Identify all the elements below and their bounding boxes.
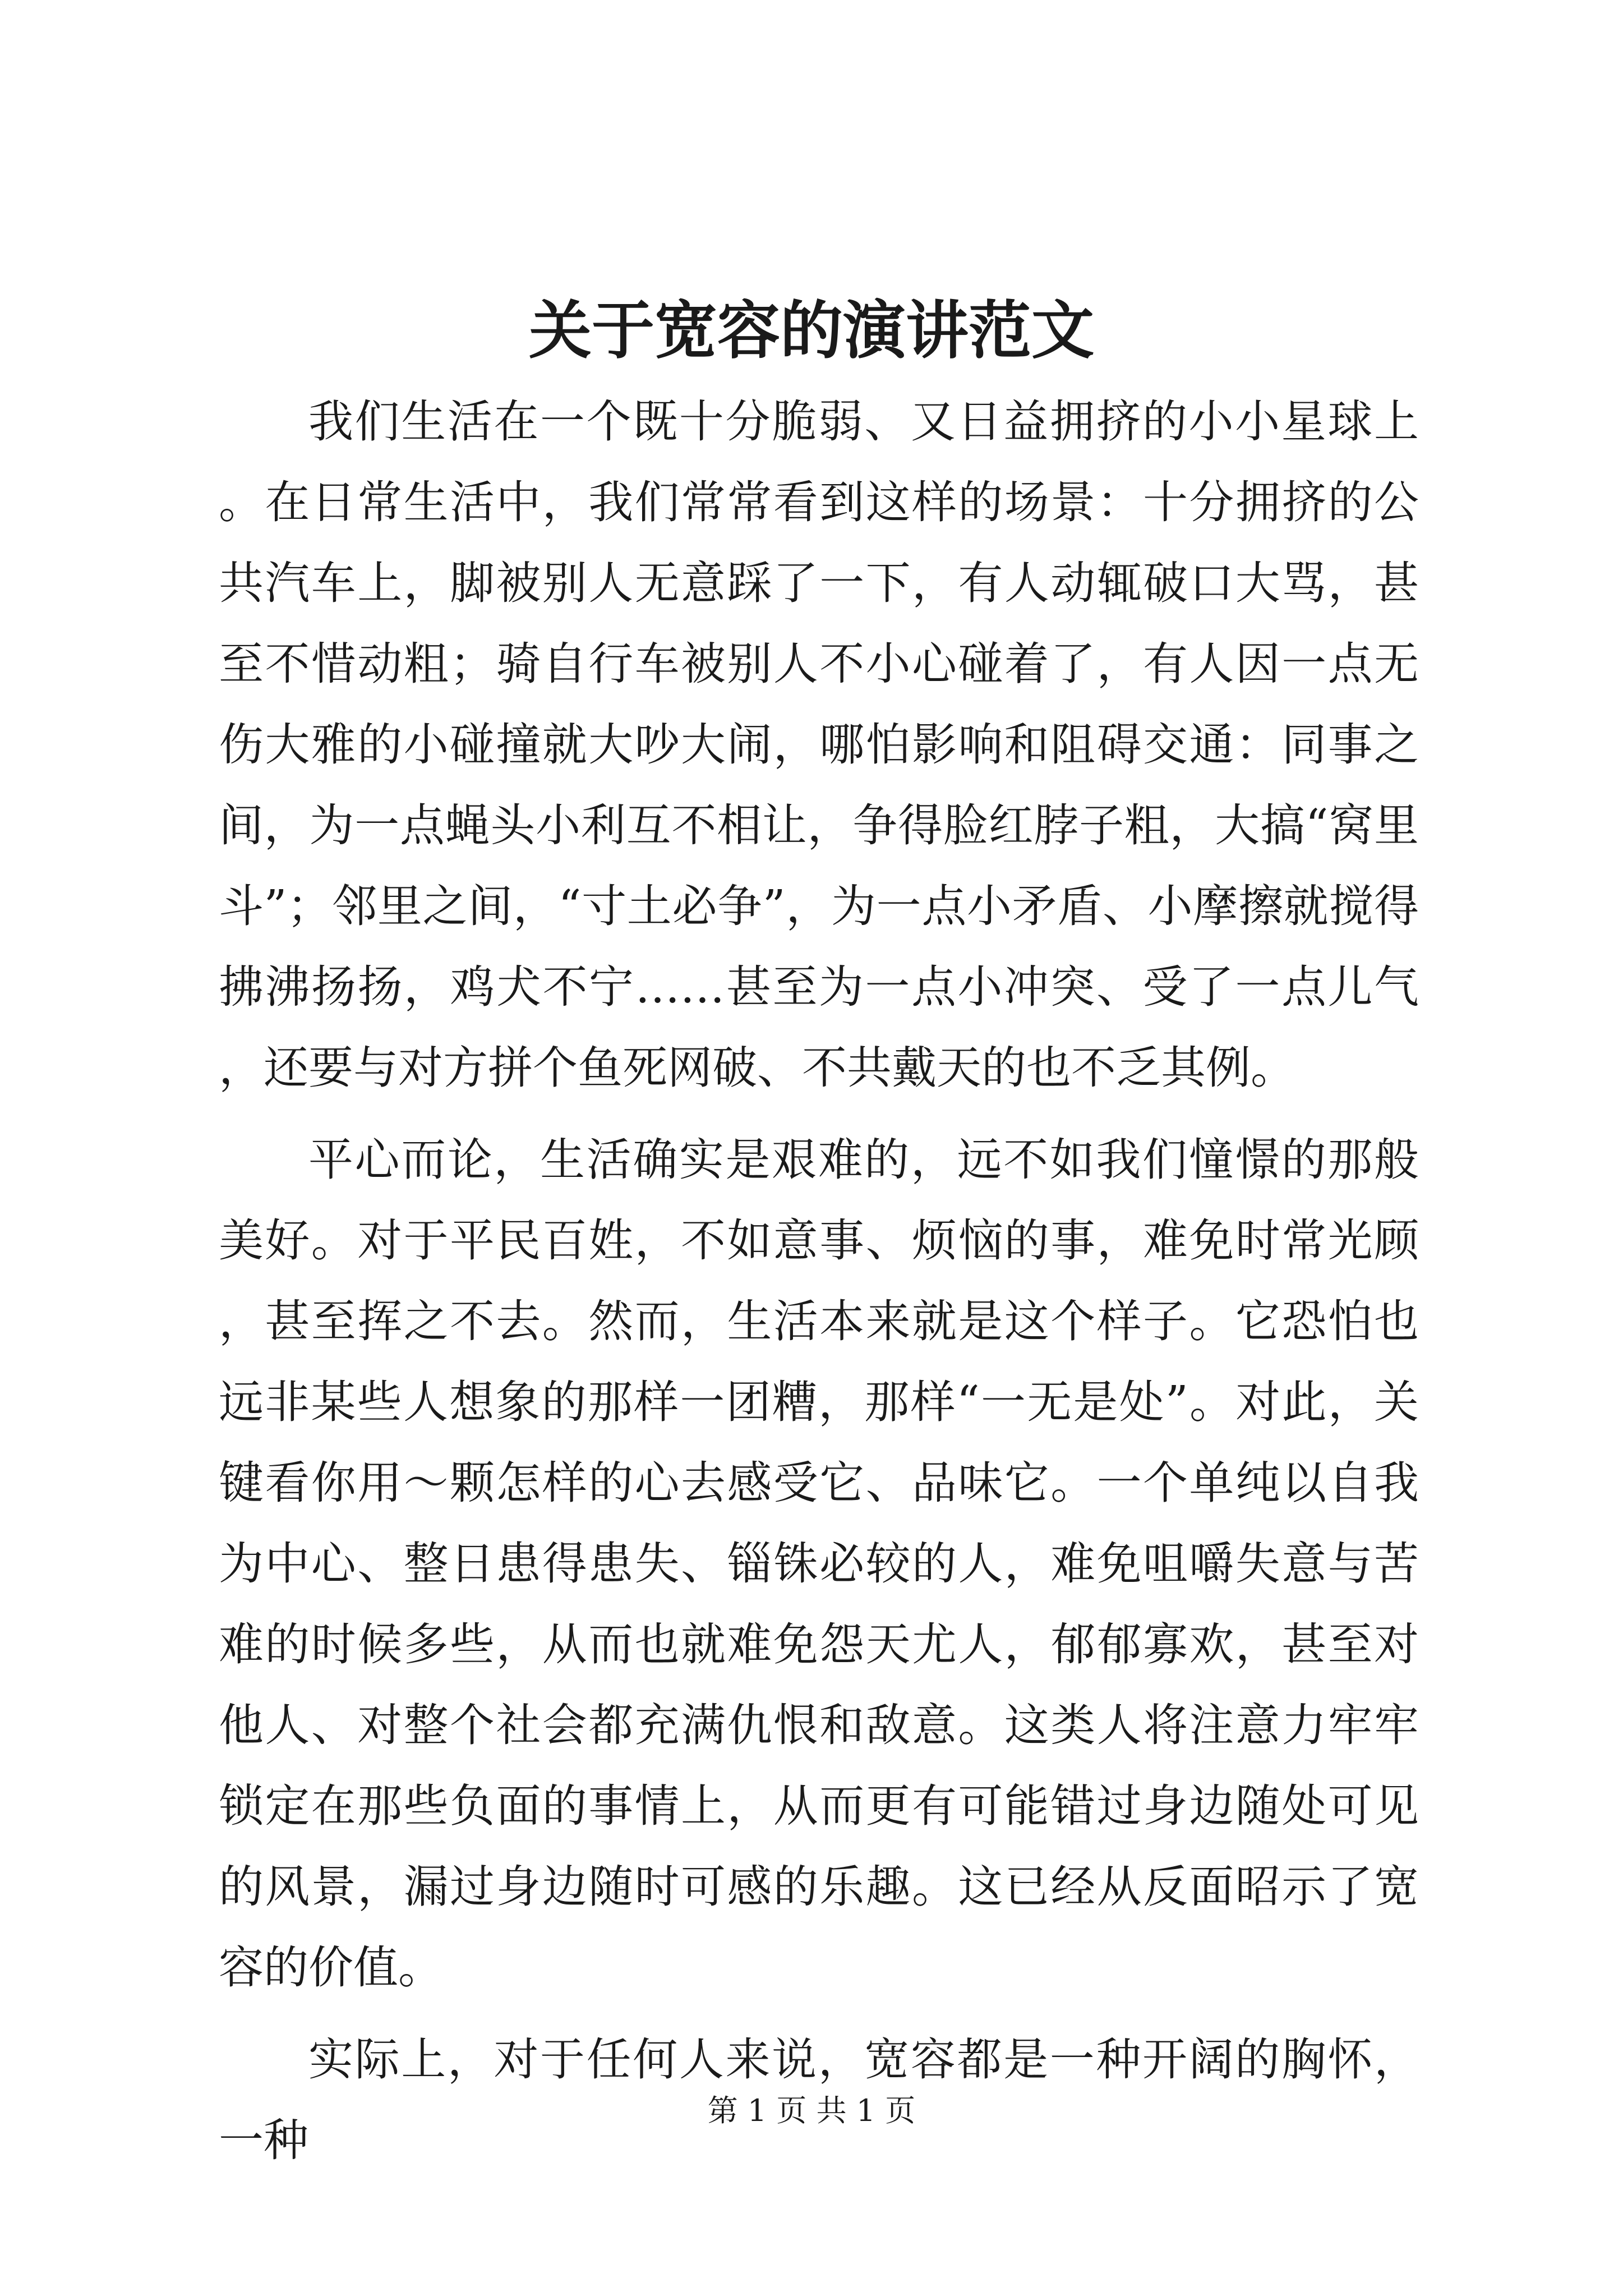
paragraph-1: 我们生活在一个既十分脆弱、又日益拥挤的小小星球上。在日常生活中，我们常常看到这样的场景：十分拥挤的公共汽车上，脚被别人无意踩了一下，有人动辄破口大骂，甚至不惜动粗；骑自行车被别人不小心碰着了，有人因一点无伤大雅的小碰撞就大吵大闹，哪怕影响和阻碍交通：同事之间，为一点蝇头小利互不相让，争得脸红脖子粗，大搞“窝里斗”；邻里之间，“寸土必争”，为一点小矛盾、小摩擦就搅得拂沸扬扬，鸡犬不宁……甚至为一点小冲突、受了一点儿气，还要与对方拼个鱼死网破、不共戴天的也不乏其例。 — [219, 395, 1419, 1094]
document-body — [219, 381, 1419, 2181]
page-footer: 第 1 页 共 1 页 — [707, 2093, 916, 2128]
paragraph-2: 平心而论，生活确实是艰难的，远不如我们憧憬的那般美好。对于平民百姓，不如意事、烦恼的事，难免时常光顾，甚至挥之不去。然而，生活本来就是这个样子。它恐怕也远非某些人想象的那样一团糟，那样“一无是处”。对此，关键看你用～颗怎样的心去感受它、品味它。一个单纯以自我为中心、整日患得患失、锱铢必较的人，难免咀嚼失意与苦难的时候多些，从而也就难免怨天尤人，郁郁寡欢，甚至对他人、对整个社会都充满仇恨和敌意。这类人将注意力牢牢锁定在那些负面的事情上，从而更有可能错过身边随处可见的风景，漏过身边随时可感的乐趣。这已经从反面昭示了宽容的价值。 — [219, 1134, 1419, 1994]
paragraph-3: 实际上，对于任何人来说，宽容都是一种开阔的胸怀，一种 — [219, 2033, 1419, 2166]
document-title: 关于宽容的演讲范文 — [529, 294, 1094, 367]
